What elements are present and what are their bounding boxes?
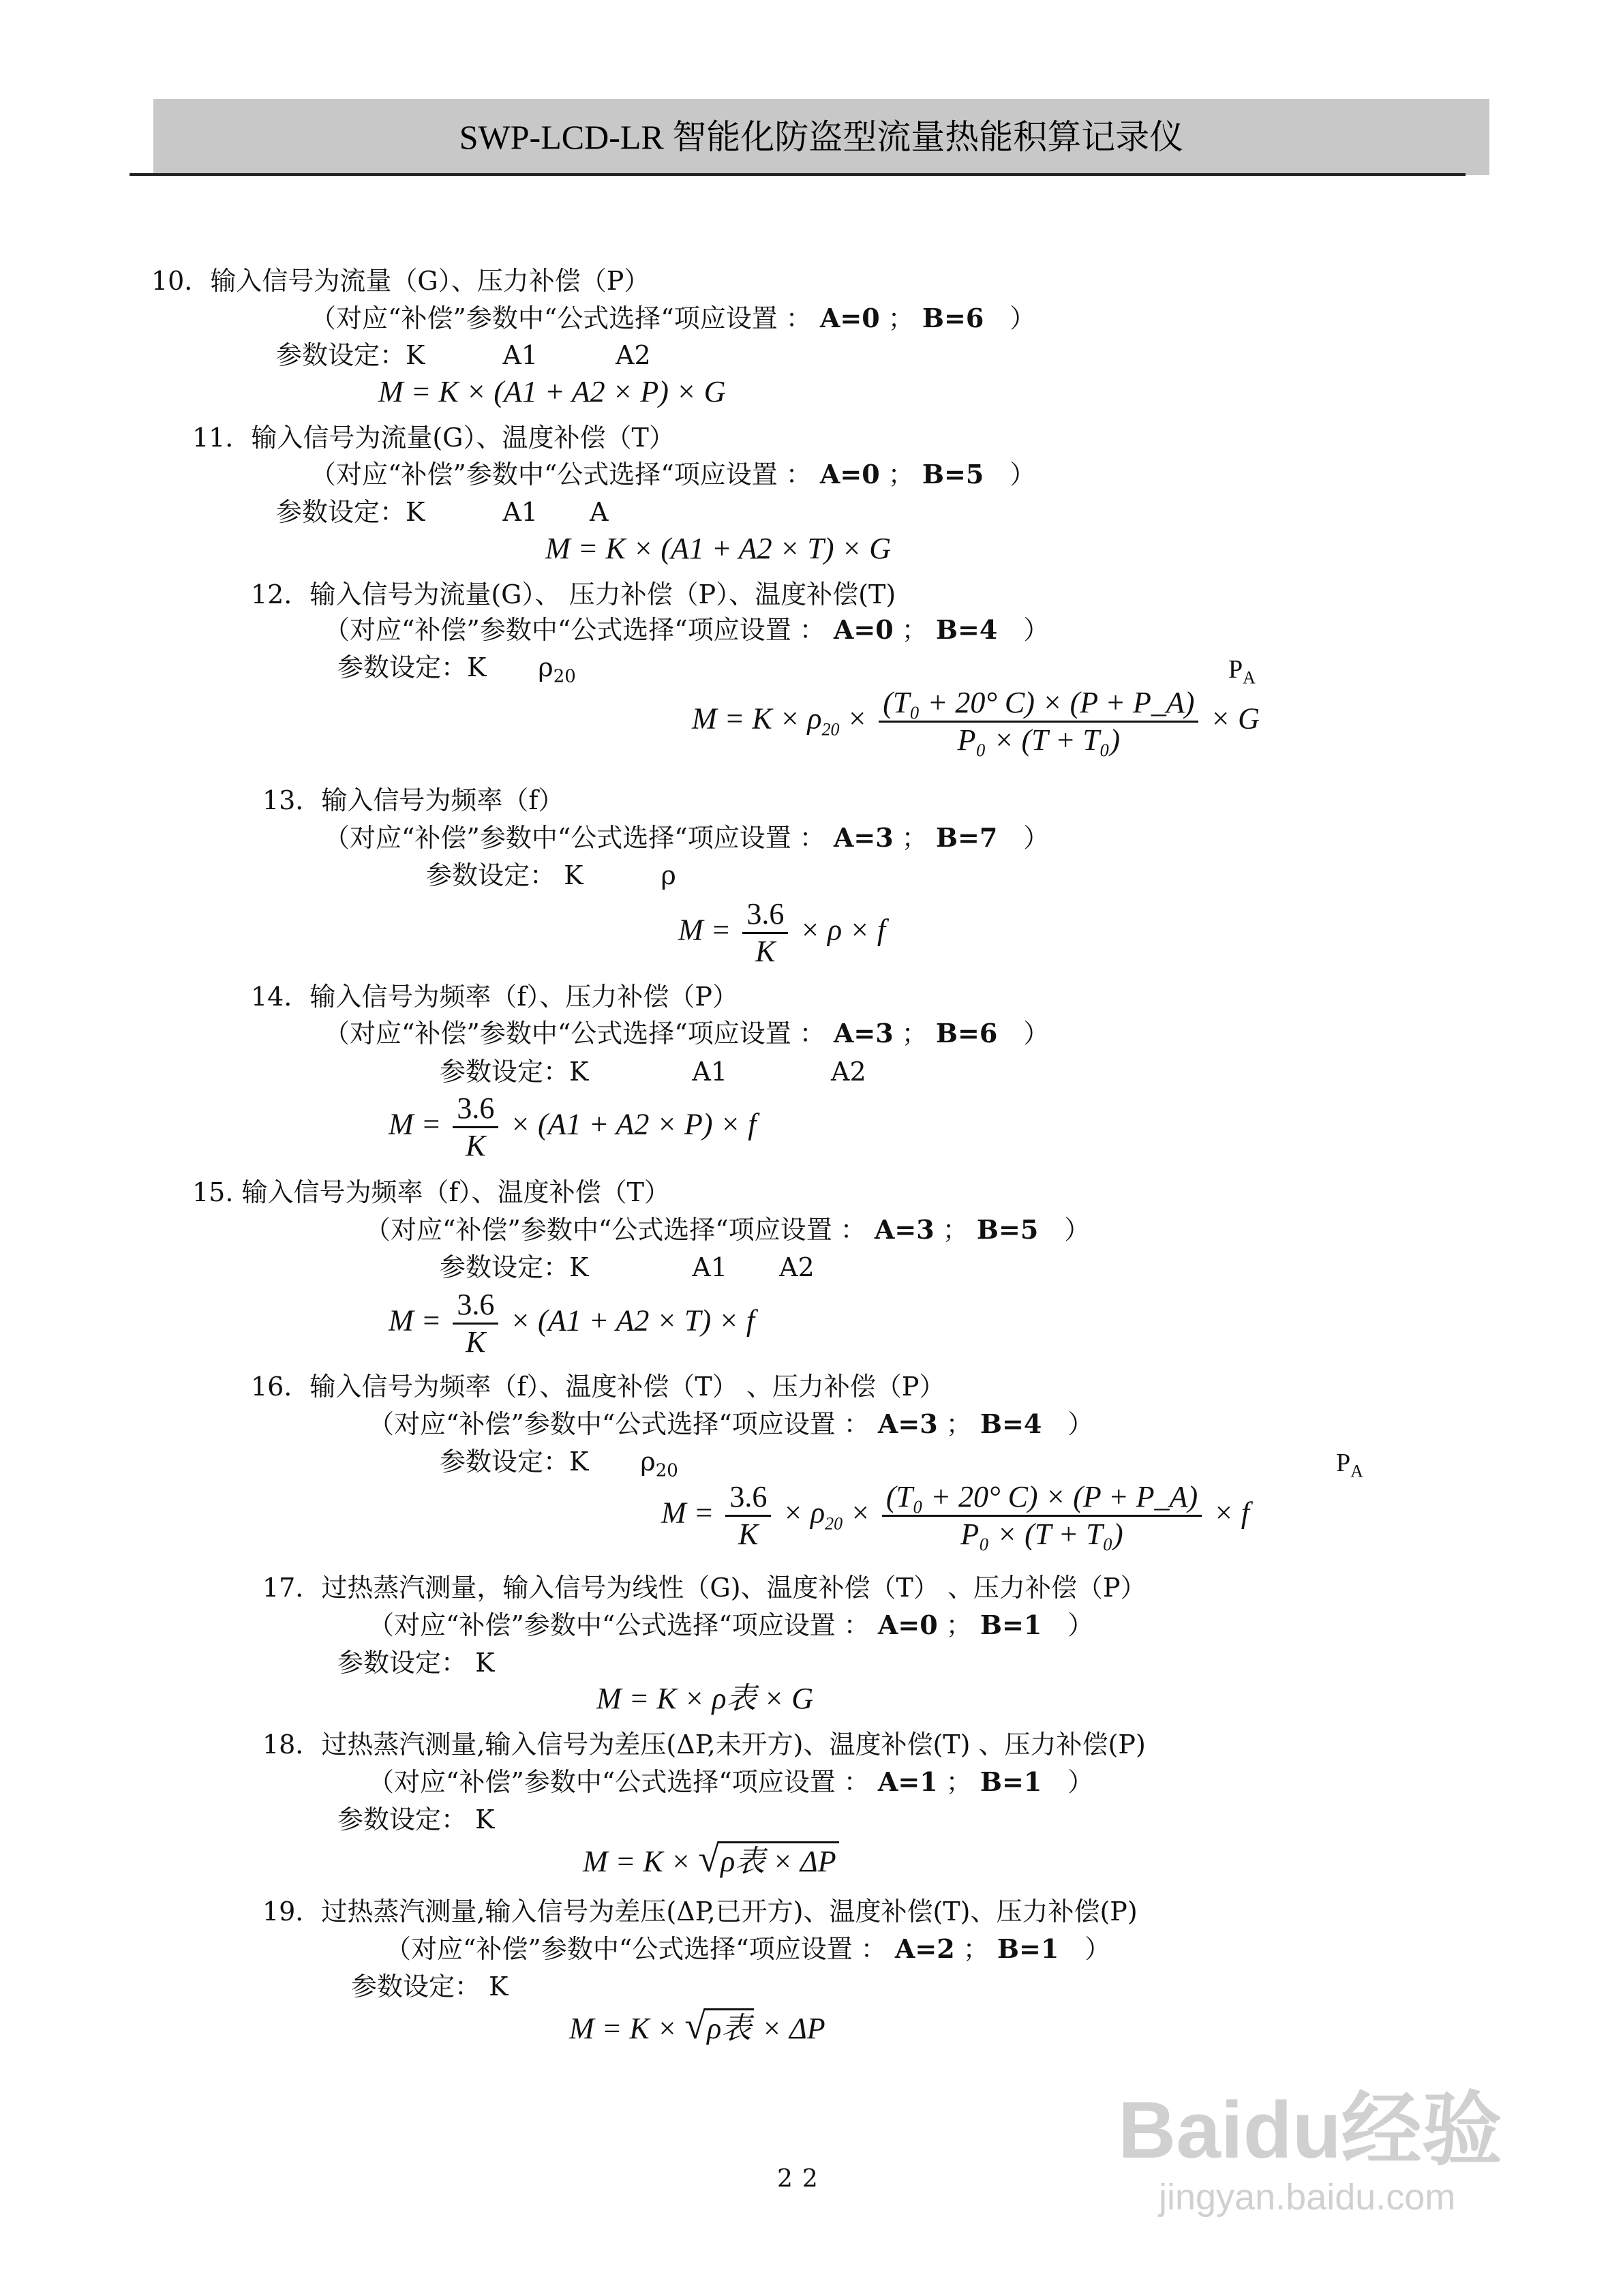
item-13-params: 参数设定： K ρ (426, 860, 676, 890)
item-14-formula: M = $\frac{3.6}{K}$ × (A1 + A2 × P) × f (389, 1091, 757, 1162)
item-16-params: 参数设定：K $\rho_{20}$ (440, 1447, 678, 1481)
sqrt-icon: √ (698, 1838, 720, 1880)
item-10-params: 参数设定：K A1 A2 (276, 340, 651, 370)
item-16-coef-fraction: $\frac{3.6}{K}$ (725, 1479, 771, 1552)
item-10-note: （对应“补偿”参数中“公式选择“项应设置 ： A=0 ； B=6 ） (310, 303, 1036, 333)
item-15-params: 参数设定：K A1 A2 (440, 1252, 815, 1282)
item-13-heading: 13．输入信号为频率（f） (262, 785, 564, 815)
item-19-heading: 19．过热蒸汽测量,输入信号为差压(ΔP,已开方)、温度补偿(T)、压力补偿(P) (262, 1897, 1138, 1927)
item-17-params: 参数设定： K (337, 1648, 495, 1678)
item-11-formula: M = K × (A1 + A2 × T) × G (545, 532, 891, 565)
item-18-formula: M = K × √ρ表 × ΔP (583, 1841, 839, 1880)
baidu-logo: Baidu经验 (1118, 2085, 1502, 2175)
item-11-note: （对应“补偿”参数中“公式选择“项应设置 ： A=0 ； B=5 ） (310, 459, 1036, 489)
item-14-note: （对应“补偿”参数中“公式选择“项应设置 ： A=3 ； B=6 ） (324, 1018, 1050, 1048)
sqrt-icon: √ (684, 2005, 706, 2047)
item-11-heading: 11．输入信号为流量(G）、温度补偿（T） (192, 423, 675, 453)
watermark (1118, 2086, 1502, 2220)
item-19-note: （对应“补偿”参数中“公式选择“项应设置 ： A=2 ； B=1 ） (385, 1933, 1111, 1964)
item-13-formula: M = $\frac{3.6}{K}$ × ρ × f (678, 897, 886, 968)
item-15-fraction: $\frac{3.6}{K}$ (453, 1287, 498, 1360)
item-19-formula: M = K × √ρ表 × ΔP (569, 2005, 825, 2047)
item-16-heading: 16．输入信号为频率（f）、温度补偿（T） 、压力补偿（P） (251, 1372, 945, 1402)
document-title: SWP-LCD-LR 智能化防盗型流量热能积算记录仪 (459, 118, 1184, 156)
item-12-params: 参数设定：K $\rho_{20}$ (337, 652, 576, 687)
item-15-formula: M = $\frac{3.6}{K}$ × (A1 + A2 × T) × f (389, 1288, 755, 1359)
watermark-url: jingyan.baidu.com (1159, 2177, 1456, 2218)
item-14-fraction: $\frac{3.6}{K}$ (453, 1091, 498, 1164)
item-12-heading: 12．输入信号为流量(G）、 压力补偿（P）、温度补偿(T) (251, 579, 896, 609)
header-bar (153, 99, 1489, 175)
header-divider (130, 173, 1466, 176)
item-12-pa-label: $P_A$ (1228, 655, 1256, 688)
item-12-formula: $M = K \times \rho_{20}$ × $\frac{\text{(T₀ + 20° C) × (P + P\_A)}}{\text{P₀ × (T + T₀)}}$ × G (692, 686, 1260, 757)
item-14-heading: 14．输入信号为频率（f）、压力补偿（P） (251, 982, 738, 1012)
item-13-note: （对应“补偿”参数中“公式选择“项应设置 ： A=3 ； B=7 ） (324, 822, 1050, 853)
item-11-params: 参数设定：K A1 A (276, 497, 609, 527)
item-18-heading: 18．过热蒸汽测量,输入信号为差压(ΔP,未开方)、温度补偿(T) 、压力补偿(P) (262, 1729, 1146, 1759)
item-12-note: （对应“补偿”参数中“公式选择“项应设置 ： A=0 ； B=4 ） (324, 614, 1050, 645)
item-16-fraction: $\frac{\text{(T₀ + 20° C) × (P + P\_A)}}{\text{P₀ × (T + T₀)}}$ (882, 1479, 1202, 1552)
item-13-fraction: $\frac{3.6}{K}$ (742, 896, 788, 969)
page-number: 22 (777, 2165, 828, 2193)
item-19-params: 参数设定： K (351, 1972, 509, 2002)
item-15-note: （对应“补偿”参数中“公式选择“项应设置 ： A=3 ； B=5 ） (365, 1214, 1091, 1245)
item-16-pa-label: $P_A$ (1336, 1449, 1363, 1481)
item-17-heading: 17．过热蒸汽测量，输入信号为线性（G)、温度补偿（T） 、压力补偿（P） (262, 1573, 1147, 1603)
item-18-note: （对应“补偿”参数中“公式选择“项应设置 ： A=1 ； B=1 ） (368, 1766, 1094, 1797)
item-16-formula: M = $\frac{3.6}{K}$ × $\rho_{20}$ × $\frac{\text{(T₀ + 20° C) × (P + P\_A)}}{\text{P₀ × (T + T₀)}}$ × f (661, 1480, 1250, 1551)
item-14-params: 参数设定：K A1 A2 (440, 1057, 866, 1087)
item-10-heading: 10．输入信号为流量（G）、压力补偿（P） (151, 266, 650, 296)
item-18-params: 参数设定： K (337, 1804, 495, 1834)
item-17-note: （对应“补偿”参数中“公式选择“项应设置 ： A=0 ； B=1 ） (368, 1610, 1094, 1640)
item-16-note: （对应“补偿”参数中“公式选择“项应设置 ： A=3 ； B=4 ） (368, 1408, 1094, 1439)
item-15-heading: 15. 输入信号为频率（f）、温度补偿（T） (192, 1177, 670, 1207)
item-17-formula: M = K × ρ表 × G (596, 1682, 813, 1715)
item-12-fraction: $\frac{\text{(T₀ + 20° C) × (P + P\_A)}}{\text{P₀ × (T + T₀)}}$ (879, 685, 1198, 758)
item-10-formula: M = K × (A1 + A2 × P) × G (378, 375, 726, 408)
